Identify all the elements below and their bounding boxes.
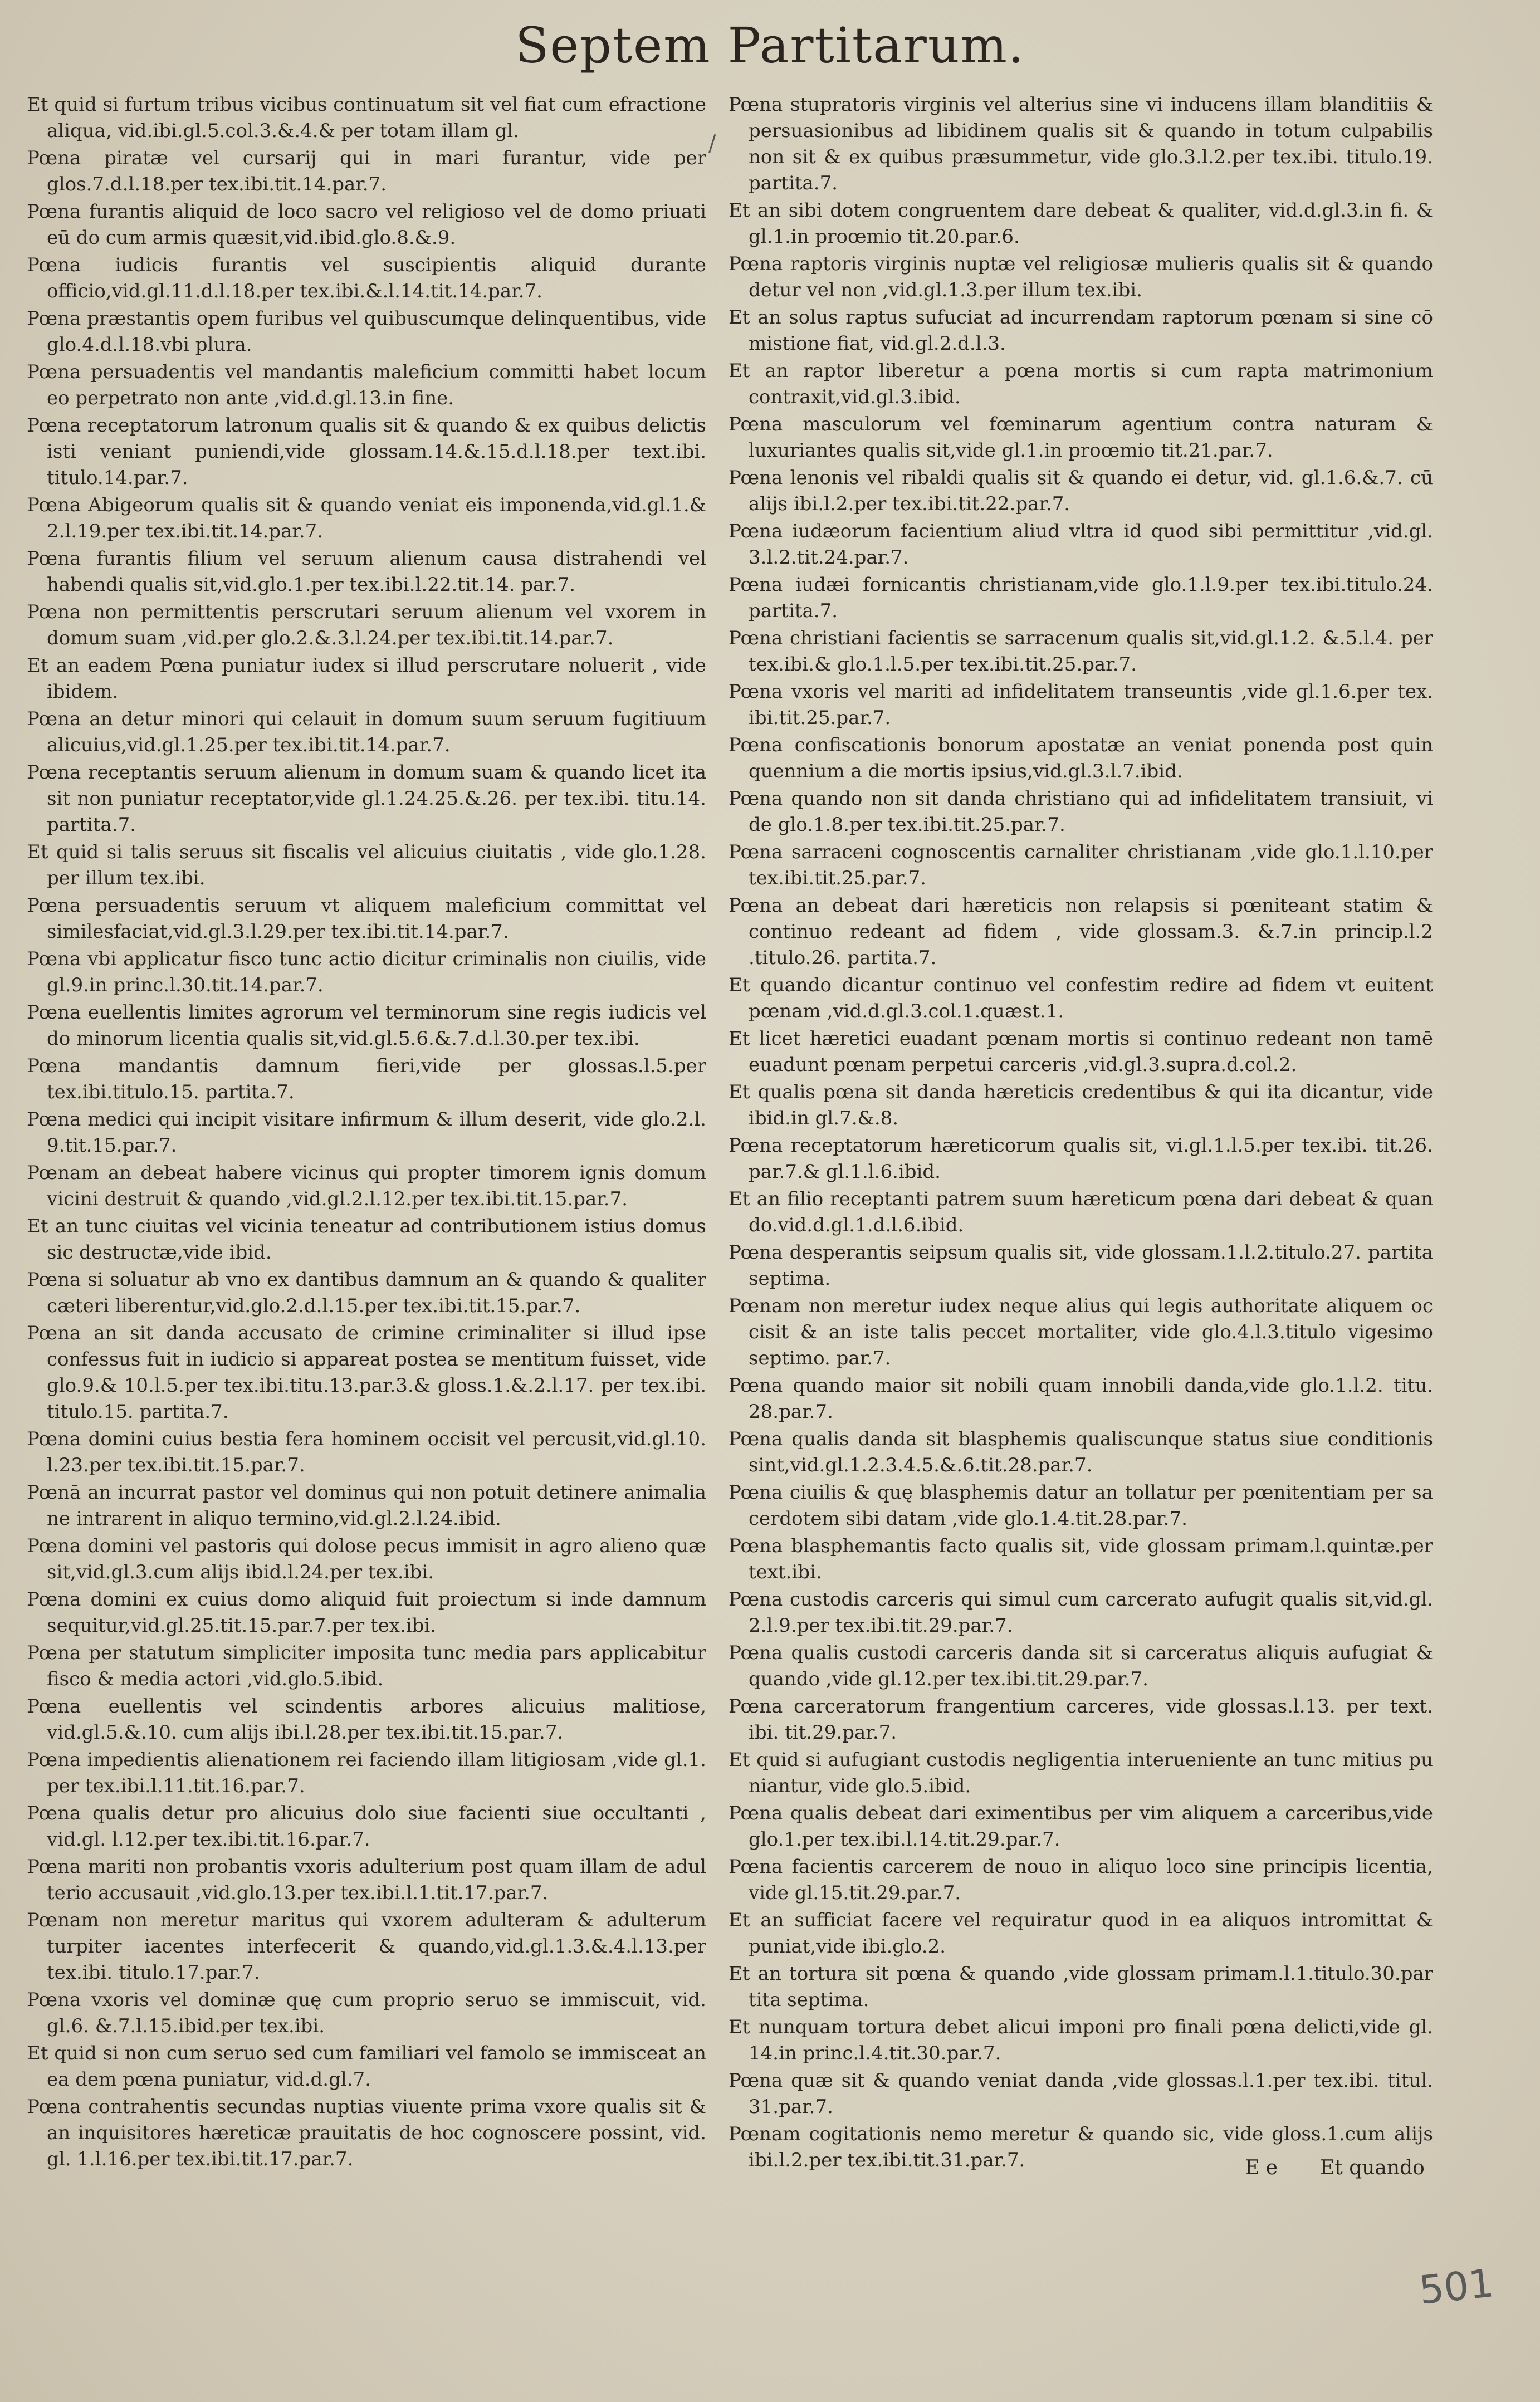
index-entry: Pœna piratæ vel cursarij qui in mari furantur, vide per glos.7.d.l.18.per tex.ibi.tit.14.par.7. xyxy=(27,147,706,195)
index-entry: Et quid si non cum seruo sed cum familiari vel famolo se immisceat an ea dem pœna puniatur, vid.d.gl.7. xyxy=(27,2042,706,2091)
index-entry: Pœna raptoris virginis nuptæ vel religiosæ mulieris qualis sit & quando detur vel non ,vid.gl.1.3.per illum tex.ibi. xyxy=(729,253,1433,301)
index-entry: Pœna receptatorum latronum qualis sit & quando & ex quibus delictis isti veniant puniendi,vide glossam.14.&.15.d.l.18.per text.ibi. titulo.14.par.7. xyxy=(27,414,706,489)
index-entry: Et nunquam tortura debet alicui imponi pro finali pœna delicti,vide gl. 14.in princ.l.4.tit.30.par.7. xyxy=(729,2016,1433,2065)
index-entry: Pœna vxoris vel dominæ quę cum proprio seruo se immiscuit, vid. gl.6. &.7.l.15.ibid.per tex.ibi. xyxy=(27,1989,706,2037)
index-entry: Pœna receptantis seruum alienum in domum suam & quando licet ita sit non puniatur receptator,vide gl.1.24.25.&.26. per tex.ibi. titu.14. partita.7. xyxy=(27,761,706,836)
index-entry: Pœna iudæi fornicantis christianam,vide glo.1.l.9.per tex.ibi.titulo.24. partita.7. xyxy=(729,574,1433,622)
index-entry: Et an sufficiat facere vel requiratur quod in ea aliquos intromittat & puniat,vide ibi.glo.2. xyxy=(729,1909,1433,1958)
index-entry: Pœna carceratorum frangentium carceres, vide glossas.l.13. per text. ibi. tit.29.par.7. xyxy=(729,1695,1433,1744)
index-entry: Pœna euellentis vel scindentis arbores alicuius malitiose, vid.gl.5.&.10. cum alijs ibi.l.28.per tex.ibi.tit.15.par.7. xyxy=(27,1695,706,1744)
index-entry: Pœna vxoris vel mariti ad infidelitatem transeuntis ,vide gl.1.6.per tex. ibi.tit.25.par.7. xyxy=(729,681,1433,729)
index-entry: Et an sibi dotem congruentem dare debeat & qualiter, vid.d.gl.3.in fi. & gl.1.in proœmio tit.20.par.6. xyxy=(729,199,1433,248)
index-entry: Pœna domini cuius bestia fera hominem occisit vel percusit,vid.gl.10. l.23.per tex.ibi.tit.15.par.7. xyxy=(27,1428,706,1476)
index-entry: Et an raptor liberetur a pœna mortis si cum rapta matrimonium contraxit,vid.gl.3.ibid. xyxy=(729,360,1433,408)
index-entry: Pœna impedientis alienationem rei faciendo illam litigiosam ,vide gl.1. per tex.ibi.l.11.tit.16.par.7. xyxy=(27,1749,706,1797)
index-entry: Pœna quando non sit danda christiano qui ad infidelitatem transiuit, vi de glo.1.8.per tex.ibi.tit.25.par.7. xyxy=(729,787,1433,836)
right-column xyxy=(729,92,1433,2175)
index-entry: Pœna quæ sit & quando veniat danda ,vide glossas.l.1.per tex.ibi. titul. 31.par.7. xyxy=(729,2070,1433,2118)
index-entry: Et an filio receptanti patrem suum hæreticum pœna dari debeat & quan do.vid.d.gl.1.d.l.6.ibid. xyxy=(729,1188,1433,1236)
signature-mark: E e xyxy=(1245,2156,1278,2179)
index-entry: Pœnam non meretur iudex neque alius qui legis authoritate aliquem oc cisit & an iste talis peccet mortaliter, vide glo.4.l.3.titulo vigesimo septimo. par.7. xyxy=(729,1295,1433,1369)
index-entry: Pœna vbi applicatur fisco tunc actio dicitur criminalis non ciuilis, vide gl.9.in princ.l.30.tit.14.par.7. xyxy=(27,948,706,996)
index-entry: Pœna stupratoris virginis vel alterius sine vi inducens illam blanditiis & persuasionibus ad libidinem qualis sit & quando in totum culpabilis non sit & ex quibus præsummetur, vide glo.3.l.2.per tex.ibi. titulo.19. partita.7. xyxy=(729,94,1433,194)
index-entry: Et quid si talis seruus sit fiscalis vel alicuius ciuitatis , vide glo.1.28. per illum tex.ibi. xyxy=(27,841,706,889)
index-entry: Pœna si soluatur ab vno ex dantibus damnum an & quando & qualiter cæteri liberentur,vid.glo.2.d.l.15.per tex.ibi.tit.15.par.7. xyxy=(27,1269,706,1317)
index-entry: Pœna confiscationis bonorum apostatæ an veniat ponenda post quin quennium a die mortis ipsius,vid.gl.3.l.7.ibid. xyxy=(729,734,1433,782)
index-entry: Pœna an detur minori qui celauit in domum suum seruum fugitiuum alicuius,vid.gl.1.25.per tex.ibi.tit.14.par.7. xyxy=(27,708,706,756)
index-entry: Pœna contrahentis secundas nuptias viuente prima vxore qualis sit & an inquisitores hæreticæ prauitatis de hoc cognoscere possint, vid. gl. 1.l.16.per tex.ibi.tit.17.par.7. xyxy=(27,2096,706,2170)
index-entry: Pœna medici qui incipit visitare infirmum & illum deserit, vide glo.2.l. 9.tit.15.par.7. xyxy=(27,1108,706,1157)
index-entry: Pœna an sit danda accusato de crimine criminaliter si illud ipse confessus fuit in iudicio si appareat postea se mentitum fuisset, vide glo.9.& 10.l.5.per tex.ibi.titu.13.par.3.& gloss.1.&.2.l.17. per tex.ibi. titulo.15. partita.7. xyxy=(27,1322,706,1423)
margin-mark: / xyxy=(708,131,716,156)
index-entry: Et quid si furtum tribus vicibus continuatum sit vel fiat cum efractione aliqua, vid.ibi.gl.5.col.3.&.4.& per totam illam gl. xyxy=(27,94,706,142)
index-entry: Pœna an debeat dari hæreticis non relapsis si pœniteant statim & continuo redeant ad fidem , vide glossam.3. &.7.in princip.l.2 .titulo.26. partita.7. xyxy=(729,894,1433,969)
index-entry: Pœna Abigeorum qualis sit & quando veniat eis imponenda,vid.gl.1.& 2.l.19.per tex.ibi.tit.14.par.7. xyxy=(27,494,706,542)
index-entry: Pœna domini vel pastoris qui dolose pecus immisit in agro alieno quæ sit,vid.gl.3.cum alijs ibid.l.24.per tex.ibi. xyxy=(27,1535,706,1583)
index-entry: Et an solus raptus sufuciat ad incurrendam raptorum pœnam si sine cō mistione fiat, vid.gl.2.d.l.3. xyxy=(729,306,1433,355)
running-header: Septem Partitarum. xyxy=(515,17,1025,74)
index-entry: Et an eadem Pœna puniatur iudex si illud perscrutare noluerit , vide ibidem. xyxy=(27,654,706,703)
index-entry: Pœna lenonis vel ribaldi qualis sit & quando ei detur, vid. gl.1.6.&.7. cū alijs ibi.l.2.per tex.ibi.tit.22.par.7. xyxy=(729,467,1433,515)
index-entry: Pœnam cogitationis nemo meretur & quando sic, vide gloss.1.cum alijs ibi.l.2.per tex.ibi.tit.31.par.7. xyxy=(729,2123,1433,2171)
index-entry: Pœna persuadentis vel mandantis maleficium committi habet locum eo perpetrato non ante ,vid.d.gl.13.in fine. xyxy=(27,361,706,409)
index-entry: Pœna qualis danda sit blasphemis qualiscunque status siue conditionis sint,vid.gl.1.2.3.4.5.&.6.tit.28.par.7. xyxy=(729,1428,1433,1476)
index-entry: Pœnā an incurrat pastor vel dominus qui non potuit detinere animalia ne intrarent in aliquo termino,vid.gl.2.l.24.ibid. xyxy=(27,1481,706,1530)
index-entry: Pœna ciuilis & quę blasphemis datur an tollatur per pœnitentiam per sa cerdotem sibi datam ,vide glo.1.4.tit.28.par.7. xyxy=(729,1481,1433,1530)
index-entry: Pœna euellentis limites agrorum vel terminorum sine regis iudicis vel do minorum licentia qualis sit,vid.gl.5.6.&.7.d.l.30.per tex.ibi. xyxy=(27,1001,706,1050)
index-entry: Et quid si aufugiant custodis negligentia interueniente an tunc mitius pu niantur, vide glo.5.ibid. xyxy=(729,1749,1433,1797)
index-entry: Et an tunc ciuitas vel vicinia teneatur ad contributionem istius domus sic destructæ,vide ibid. xyxy=(27,1215,706,1264)
catchword: Et quando xyxy=(1320,2156,1425,2179)
index-entry: Pœna furantis filium vel seruum alienum causa distrahendi vel habendi qualis sit,vid.glo.1.per tex.ibi.l.22.tit.14. par.7. xyxy=(27,547,706,596)
index-entry: Et an tortura sit pœna & quando ,vide glossam primam.l.1.titulo.30.par tita septima. xyxy=(729,1963,1433,2011)
index-entry: Pœna custodis carceris qui simul cum carcerato aufugit qualis sit,vid.gl. 2.l.9.per tex.ibi.tit.29.par.7. xyxy=(729,1588,1433,1637)
index-entry: Pœna christiani facientis se sarracenum qualis sit,vid.gl.1.2. &.5.l.4. per tex.ibi.& glo.1.l.5.per tex.ibi.tit.25.par.7. xyxy=(729,627,1433,676)
index-entry: Pœna persuadentis seruum vt aliquem maleficium committat vel similesfaciat,vid.gl.3.l.29.per tex.ibi.tit.14.par.7. xyxy=(27,894,706,943)
index-entry: Pœna receptatorum hæreticorum qualis sit, vi.gl.1.l.5.per tex.ibi. tit.26. par.7.& gl.1.l.6.ibid. xyxy=(729,1134,1433,1183)
index-entry: Pœna per statutum simpliciter imposita tunc media pars applicabitur fisco & media actori ,vid.glo.5.ibid. xyxy=(27,1642,706,1690)
index-entry: Pœna præstantis opem furibus vel quibuscumque delinquentibus, vide glo.4.d.l.18.vbi plura. xyxy=(27,307,706,356)
index-entry: Pœna qualis custodi carceris danda sit si carceratus aliquis aufugiat & quando ,vide gl.12.per tex.ibi.tit.29.par.7. xyxy=(729,1642,1433,1690)
index-entry: Pœna quando maior sit nobili quam innobili danda,vide glo.1.l.2. titu. 28.par.7. xyxy=(729,1374,1433,1423)
index-entry: Pœna non permittentis perscrutari seruum alienum vel vxorem in domum suam ,vid.per glo.2.&.3.l.24.per tex.ibi.tit.14.par.7. xyxy=(27,601,706,649)
index-entry: Pœna blasphemantis facto qualis sit, vide glossam primam.l.quintæ.per text.ibi. xyxy=(729,1535,1433,1583)
index-entry: Pœnam non meretur maritus qui vxorem adulteram & adulterum turpiter iacentes interfecerit & quando,vid.gl.1.3.&.4.l.13.per tex.ibi. titulo.17.par.7. xyxy=(27,1909,706,1984)
index-entry: Et licet hæretici euadant pœnam mortis si continuo redeant non tamē euadunt pœnam perpetui carceris ,vid.gl.3.supra.d.col.2. xyxy=(729,1028,1433,1076)
index-entry: Et qualis pœna sit danda hæreticis credentibus & qui ita dicantur, vide ibid.in gl.7.&.8. xyxy=(729,1081,1433,1129)
index-entry: Pœna domini ex cuius domo aliquid fuit proiectum si inde damnum sequitur,vid.gl.25.tit.15.par.7.per tex.ibi. xyxy=(27,1588,706,1637)
index-entry: Pœna iudæorum facientium aliud vltra id quod sibi permittitur ,vid.gl. 3.l.2.tit.24.par.7. xyxy=(729,520,1433,569)
index-entry: Pœna mariti non probantis vxoris adulterium post quam illam de adul terio accusauit ,vid.glo.13.per tex.ibi.l.1.tit.17.par.7. xyxy=(27,1856,706,1904)
index-entry: Pœna iudicis furantis vel suscipientis aliquid durante officio,vid.gl.11.d.l.18.per tex.ibi.&.l.14.tit.14.par.7. xyxy=(27,254,706,302)
index-entry: Pœna facientis carcerem de nouo in aliquo loco sine principis licentia, vide gl.15.tit.29.par.7. xyxy=(729,1856,1433,1904)
index-entry: Pœna mandantis damnum fieri,vide per glossas.l.5.per tex.ibi.titulo.15. partita.7. xyxy=(27,1055,706,1103)
index-entry: Pœna furantis aliquid de loco sacro vel religioso vel de domo priuati eū do cum armis quæsit,vid.ibid.glo.8.&.9. xyxy=(27,200,706,249)
left-column xyxy=(27,92,706,2174)
handwritten-page-number: 501 xyxy=(1417,2260,1496,2313)
index-entry: Pœna sarraceni cognoscentis carnaliter christianam ,vide glo.1.l.10.per tex.ibi.tit.25.par.7. xyxy=(729,841,1433,889)
index-entry: Pœna qualis detur pro alicuius dolo siue facienti siue occultanti , vid.gl. l.12.per tex.ibi.tit.16.par.7. xyxy=(27,1802,706,1851)
index-entry: Pœna desperantis seipsum qualis sit, vide glossam.1.l.2.titulo.27. partita septima. xyxy=(729,1241,1433,1290)
index-entry: Pœna masculorum vel fœminarum agentium contra naturam & luxuriantes qualis sit,vide gl.1.in proœmio tit.21.par.7. xyxy=(729,413,1433,462)
index-entry: Pœnam an debeat habere vicinus qui propter timorem ignis domum vicini destruit & quando ,vid.gl.2.l.12.per tex.ibi.tit.15.par.7. xyxy=(27,1162,706,1210)
index-entry: Et quando dicantur continuo vel confestim redire ad fidem vt euitent pœnam ,vid.d.gl.3.col.1.quæst.1. xyxy=(729,974,1433,1023)
index-entry: Pœna qualis debeat dari eximentibus per vim aliquem a carceribus,vide glo.1.per tex.ibi.l.14.tit.29.par.7. xyxy=(729,1802,1433,1851)
